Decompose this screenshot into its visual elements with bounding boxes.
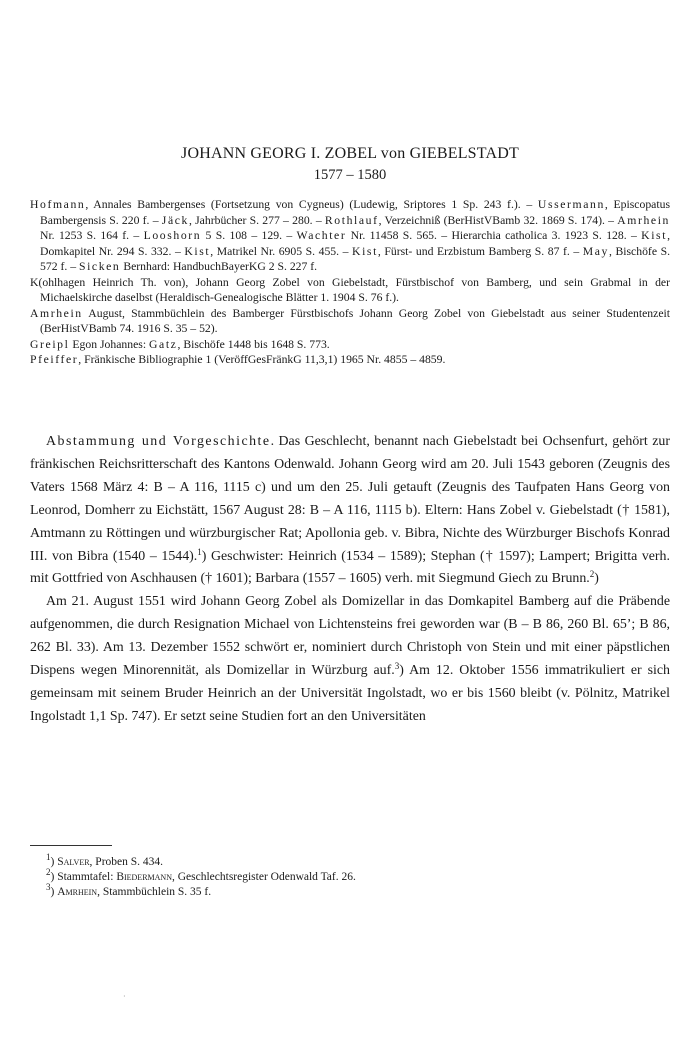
bishop-name: JOHANN GEORG I. ZOBEL von GIEBELSTADT [181, 145, 519, 162]
author-name: Hofmann [30, 198, 86, 211]
author-name: Biedermann [116, 871, 172, 883]
footnote-mark: 2 [46, 867, 51, 877]
footnote: $^1$) Salver, Proben S. 434. [46, 852, 164, 868]
main-text [30, 431, 670, 729]
footnote-ref[interactable]: 2 [589, 569, 595, 580]
footnote-mark: 3 [46, 882, 51, 892]
author-name: Amrhein [617, 213, 670, 227]
section-heading: Abstammung und Vorgeschichte [46, 434, 271, 449]
bibliography-entry: Amrhein August, Stammbüchlein des Bamberger Fürstbischofs Johann Georg Zobel von Giebelstadt aus seiner Studentenzeit (BerHistVBamb 74. 1916 S. 35 – 52). [30, 306, 670, 336]
author-name: May [582, 244, 609, 258]
author-name: Rothlauf [324, 213, 379, 227]
footnote-ref[interactable]: 1 [197, 546, 202, 557]
footnote-mark: 1 [46, 852, 51, 862]
footnote: $^3$) Amrhein, Stammbüchlein S. 35 f. [46, 882, 212, 898]
scan-mark: · [123, 992, 126, 1001]
author-name: Kist [184, 244, 211, 258]
bibliography-entry: K(ohlhagen Heinrich Th. von), Johann Georg Zobel von Giebelstadt, Fürstbischof von Bamberg, und sein Grabmal in der Michaelskirche daselbst (Heraldisch-Genealogische Blätter 1. 1904 S. 76 f.). [30, 275, 670, 305]
reign-years: 1577 – 1580 [313, 167, 387, 183]
author-name: Pfeiffer [30, 353, 79, 367]
author-name: Salver [57, 856, 90, 868]
author-name: K [30, 275, 39, 289]
bibliography-entry: Greipl Egon Johannes: Gatz, Bischöfe 1448 bis 1648 S. 773. [30, 337, 330, 351]
footnote: $^2$) Stammtafel: Biedermann, Geschlechtsregister Odenwald Taf. 26. [46, 867, 356, 883]
author-name: Greipl [30, 337, 70, 351]
chapter-heading [30, 144, 670, 185]
author-name: Ussermann [537, 198, 605, 211]
author-name: Amrhein [57, 886, 98, 898]
footnote-ref[interactable]: 3 [394, 661, 400, 672]
footnote-divider [30, 845, 112, 846]
author-name: Looshorn [143, 229, 202, 243]
bibliography-entry: Pfeiffer, Fränkische Bibliographie 1 (VeröffGesFränkG 11,3,1) 1965 Nr. 4855 – 4859. [30, 353, 446, 367]
paragraph: Abstammung und Vorgeschichte. Das Geschlecht, benannt nach Giebelstadt bei Ochsenfurt, gehört zur fränkischen Reichsritterschaft des Kantons Odenwald. Johann Georg wird am 20. Juli 1543 geboren (Zeugnis des Vaters 1568 März 4: B – A 116, 1115 c) und um den 25. Juli getauft (Zeugnis des Taufpaten Hans Georg von Leonrod, Domherr zu Eichstätt, 1567 August 28: B – A 116, 1115 b). Eltern: Hans Zobel v. Giebelstadt († 1581), Amtmann zu Röttingen und würzburgischer Rat; Apollonia geb. v. Bibra, Nichte des Würzburger Bischofs Konrad III. von Bibra (1540 – 1544).$^1$) Geschwister: Heinrich (1534 – 1589); Stephan († 1597); Lampert; Brigitta verh. mit Gottfried von Aschhausen († 1601); Barbara (1557 – 1605) verh. mit Siegmund Giech zu Brunn.$^2$) [30, 434, 670, 587]
author-name: Wachter [296, 229, 347, 243]
bibliography [30, 197, 670, 368]
bibliography-entry: Hofmann, Annales Bambergenses (Fortsetzung von Cygneus) (Ludewig, Sriptores 1 Sp. 243 f.). – Ussermann, Episcopatus Bambergensis S. 220 f. – Jäck, Jahrbücher S. 277 – 280. – Rothlauf, Verzeichniß (BerHistVBamb 32. 1869 S. 174). – Amrhein Nr. 1253 S. 164 f. – Looshorn 5 S. 108 – 129. – Wachter Nr. 11458 S. 565. – Hierarchia catholica 3. 1923 S. 128. – Kist, Domkapitel Nr. 294 S. 332. – Kist, Matrikel Nr. 6905 S. 455. – Kist, Fürst- und Erzbistum Bamberg S. 87 f. – May, Bischöfe S. 572 f. – Sicken Bernhard: HandbuchBayerKG 2 S. 227 f. [30, 198, 670, 274]
paragraph: Am 21. August 1551 wird Johann Georg Zobel als Domizellar in das Domkapitel Bamberg auf die Präbende aufgenommen, die durch Resignation Michael von Lichtensteins frei geworden war (B – B 86, 260 Bl. 65’; B 86, 262 Bl. 33). Am 13. Dezember 1552 schwört er, nominiert durch Christoph von Stein und mit einer päpstlichen Dispens wegen Minorennität, als Domizellar in Würzburg auf.$^3$) Am 12. Oktober 1556 immatrikuliert er sich gemeinsam mit seinem Bruder Heinrich an der Universität Ingolstadt, wo er bis 1560 bleibt (v. Pölnitz, Matrikel Ingolstadt 1,1 Sp. 747). Er setzt seine Studien fort an den Universitäten [30, 594, 670, 724]
author-name: Kist [352, 244, 378, 258]
footnotes [46, 852, 646, 900]
author-name: Sicken [78, 260, 121, 274]
author-name: Jäck [161, 213, 189, 227]
author-name: Gatz [149, 337, 178, 351]
author-name: Kist [641, 229, 668, 243]
author-name: Amrhein [30, 306, 83, 320]
